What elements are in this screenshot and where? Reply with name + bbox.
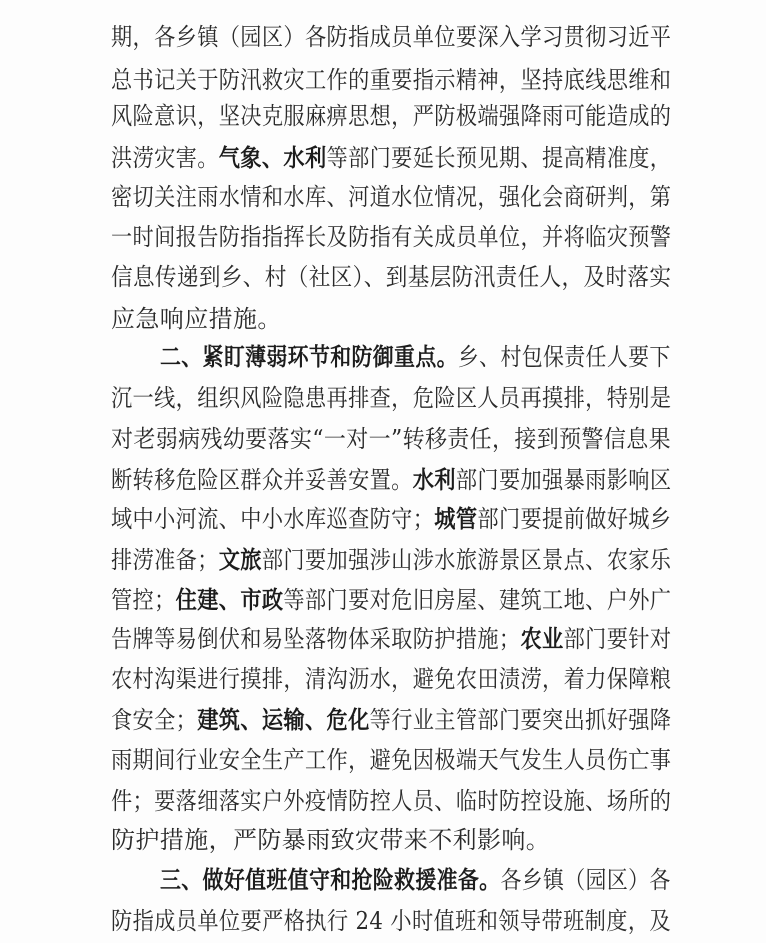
- text-span: 对老弱病残幼要落实“一对一”转移责任，接到预警信息果: [111, 425, 671, 453]
- text-line-21: [111, 825, 671, 855]
- text-span: 防护措施，严防暴雨致灾带来不利影响。: [111, 826, 551, 854]
- bold-text-span: 水利: [412, 466, 456, 494]
- text-span: 雨期间行业安全生产工作，避免因极端天气发生人员伤亡事: [111, 746, 672, 774]
- text-line-4: [111, 143, 672, 173]
- text-span: 等行业主管部门要突出抓好强降: [369, 706, 672, 734]
- text-span: 域中小河流、中小水库巡查防守；: [111, 505, 435, 533]
- text-line-19: [111, 745, 672, 775]
- text-span: 等部门要延长预见期、提高精准度，: [326, 144, 672, 172]
- text-line-22-section-heading: [160, 865, 671, 895]
- text-line-15: [111, 585, 672, 615]
- text-line-17: [111, 664, 672, 694]
- text-span: 部门要加强暴雨影响区: [455, 466, 672, 494]
- text-span: 防指成员单位要严格执行 24 小时值班和领导带班制度，及: [111, 907, 671, 935]
- text-span: 信息传递到乡、村（社区）、到基层防汛责任人，及时落实: [111, 263, 672, 291]
- text-span: 管控；: [111, 586, 176, 614]
- text-line-5: [111, 182, 672, 212]
- text-line-18: [111, 705, 672, 735]
- text-span: 部门要提前做好城乡: [477, 505, 672, 533]
- bold-text-span: 气象、水利: [218, 144, 327, 172]
- bold-text-span: 住建、市政: [175, 586, 284, 614]
- text-span: 洪涝灾害。: [111, 144, 219, 172]
- text-span: 部门要针对: [563, 625, 672, 653]
- text-line-16: [111, 624, 672, 654]
- text-line-10: [111, 383, 672, 413]
- text-span: 各乡镇（园区）各: [500, 866, 671, 894]
- text-span: 总书记关于防汛救灾工作的重要指示精神，坚持底线思维和: [111, 66, 672, 94]
- text-line-6: [111, 222, 672, 252]
- text-span: 农村沟渠进行摸排，清沟沥水，避免农田渍涝，着力保障粮: [111, 665, 672, 693]
- text-span: 告牌等易倒伏和易坠落物体采取防护措施；: [111, 625, 521, 653]
- text-line-9-section-heading: [160, 342, 671, 372]
- bold-text-span: 建筑、运输、危化: [197, 706, 370, 734]
- bold-text-span: 城管: [434, 505, 478, 533]
- text-line-14: [111, 545, 672, 575]
- text-span: 断转移危险区群众并妥善安置。: [111, 466, 413, 494]
- text-span: 应急响应措施。: [111, 305, 282, 333]
- text-line-8: [111, 304, 671, 334]
- text-span: 食安全；: [111, 706, 198, 734]
- text-line-23: [111, 906, 671, 936]
- text-line-1: [111, 22, 672, 52]
- text-line-13: [111, 504, 672, 534]
- text-span: 件；要落细落实户外疫情防控人员、临时防控设施、场所的: [111, 787, 672, 815]
- text-span: 沉一线，组织风险隐患再排查，危险区人员再摸排，特别是: [111, 384, 672, 412]
- section-heading-3: 三、做好值班值守和抢险救援准备。: [160, 866, 501, 894]
- section-heading-2: 二、紧盯薄弱环节和防御重点。: [160, 343, 458, 371]
- text-line-12: [111, 465, 672, 495]
- text-line-2: [111, 65, 672, 95]
- text-span: 风险意识，坚决克服麻痹思想，严防极端强降雨可能造成的: [111, 102, 672, 130]
- text-line-20: [111, 786, 672, 816]
- text-line-11: [111, 424, 671, 454]
- text-span: 等部门要对危旧房屋、建筑工地、户外广: [283, 586, 672, 614]
- text-span: 部门要加强涉山涉水旅游景区景点、农家乐: [261, 546, 672, 574]
- text-span: 密切关注雨水情和水库、河道水位情况，强化会商研判，第: [111, 183, 672, 211]
- text-span: 乡、村包保责任人要下: [457, 343, 671, 371]
- text-line-7: [111, 262, 672, 292]
- text-span: 排涝准备；: [111, 546, 219, 574]
- text-span: 期，各乡镇（园区）各防指成员单位要深入学习贯彻习近平: [111, 23, 672, 51]
- bold-text-span: 农业: [520, 625, 564, 653]
- bold-text-span: 文旅: [218, 546, 262, 574]
- text-span: 一时间报告防指指挥长及防指有关成员单位，并将临灾预警: [111, 223, 672, 251]
- text-line-3: [111, 101, 672, 131]
